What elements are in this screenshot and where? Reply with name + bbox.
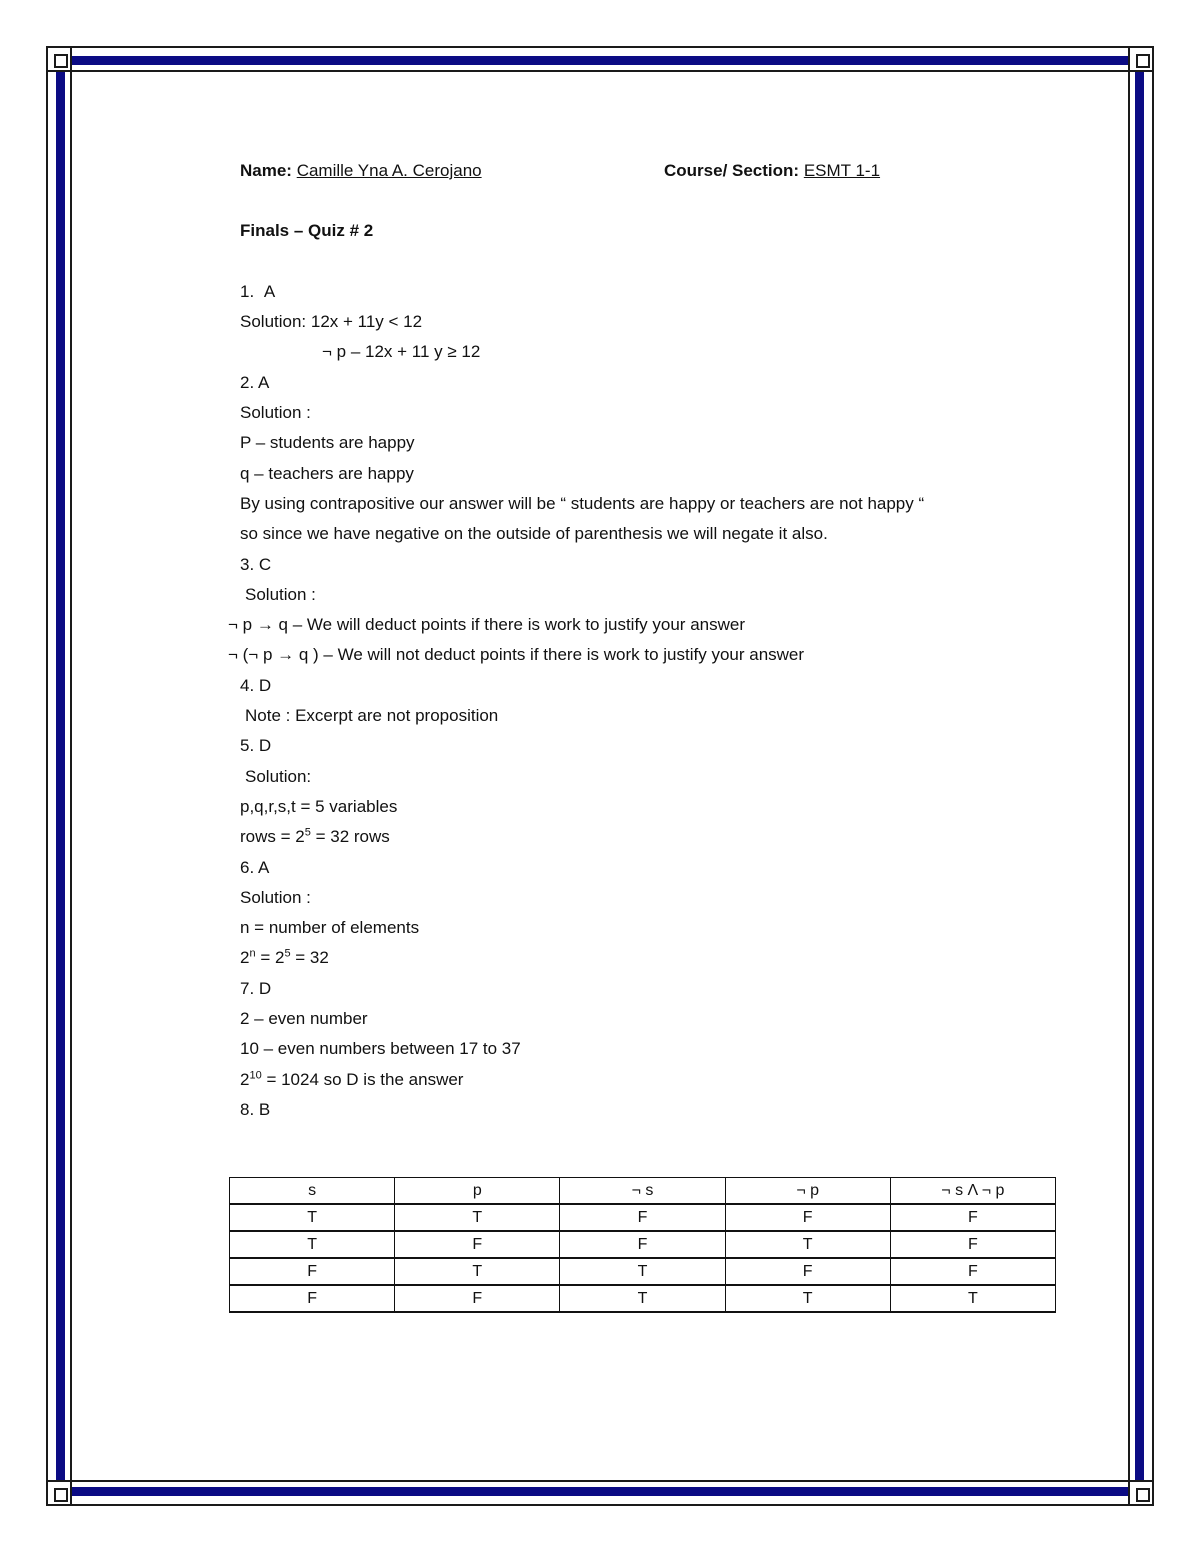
q6-head: 6. A <box>240 857 270 877</box>
table-row <box>230 1258 1056 1285</box>
q7-formula: $2^{10} = 1024$ so D is the answer <box>240 1068 464 1089</box>
table-cell: F <box>725 1204 890 1231</box>
table-row <box>230 1204 1056 1231</box>
q5-solution: Solution: <box>245 766 312 786</box>
table-header-row <box>230 1178 1056 1205</box>
truth-table <box>229 1177 1056 1313</box>
q2-q: q – teachers are happy <box>240 463 414 483</box>
course-label: Course/ Section: <box>664 161 800 180</box>
q1-solution: Solution: 12x + 11y < 12 <box>240 312 423 332</box>
q6-formula: $2^n = 2^5 = 32$ <box>240 947 329 968</box>
table-header-cell: p <box>395 1178 560 1205</box>
course-value: ESMT 1-1 <box>803 161 881 180</box>
q3-line1: ¬ p → q – We will deduct points if there is work to justify your answer <box>228 615 745 635</box>
quiz-title: Finals – Quiz # 2 <box>240 221 374 241</box>
table-header-cell: ¬ s <box>560 1178 725 1205</box>
q4-head: 4. D <box>240 675 272 695</box>
q3-line2: ¬ (¬ p → q ) – We will not deduct points if there is work to justify your answer <box>228 645 805 665</box>
border-corner-top-left <box>46 46 72 72</box>
table-cell: F <box>890 1258 1055 1285</box>
q6-n: n = number of elements <box>240 918 420 938</box>
table-cell: F <box>560 1204 725 1231</box>
q2-p: P – students are happy <box>240 433 415 453</box>
table-row <box>230 1285 1056 1312</box>
table-cell: T <box>725 1231 890 1258</box>
border-corner-bottom-left <box>46 1480 72 1506</box>
table-cell: F <box>890 1204 1055 1231</box>
table-cell: T <box>230 1204 395 1231</box>
q2-text2: so since we have negative on the outside of parenthesis we will negate it also. <box>240 524 828 544</box>
table-row <box>230 1231 1056 1258</box>
q2-solution: Solution : <box>240 403 311 423</box>
table-cell: F <box>890 1231 1055 1258</box>
table-header-cell: s <box>230 1178 395 1205</box>
course-field <box>664 156 880 186</box>
q8-head: 8. B <box>240 1099 271 1119</box>
q1-negation: ¬ p – 12x + 11 y ≥ 12 <box>322 342 481 362</box>
table-cell: F <box>395 1285 560 1312</box>
table-cell: F <box>725 1258 890 1285</box>
document-body <box>228 156 1070 1125</box>
q4-note: Note : Excerpt are not proposition <box>245 706 499 726</box>
q3-solution: Solution : <box>245 584 316 604</box>
q2-text1: By using contrapositive our answer will be “ students are happy or teachers are not happy “ <box>240 493 925 513</box>
q5-vars: p,q,r,s,t = 5 variables <box>240 796 398 816</box>
q6-solution: Solution : <box>240 887 311 907</box>
table-cell: F <box>230 1258 395 1285</box>
table-cell: F <box>560 1231 725 1258</box>
table-cell: T <box>230 1231 395 1258</box>
q7-line2: 10 – even numbers between 17 to 37 <box>240 1039 521 1059</box>
name-field <box>240 161 482 180</box>
table-header-cell: ¬ s Λ ¬ p <box>890 1178 1055 1205</box>
header-line <box>240 156 1070 186</box>
q7-line1: 2 – even number <box>240 1009 368 1029</box>
q2-head: 2. A <box>240 372 270 392</box>
table-cell: T <box>890 1285 1055 1312</box>
name-label: Name: <box>240 161 292 180</box>
border-corner-top-right <box>1128 46 1154 72</box>
table-cell: T <box>725 1285 890 1312</box>
name-value: Camille Yna A. Cerojano <box>296 161 482 180</box>
border-corner-bottom-right <box>1128 1480 1154 1506</box>
q7-head: 7. D <box>240 978 272 998</box>
table-cell: T <box>560 1258 725 1285</box>
table-header-cell: ¬ p <box>725 1178 890 1205</box>
table-cell: T <box>395 1258 560 1285</box>
table-cell: F <box>395 1231 560 1258</box>
q5-head: 5. D <box>240 736 272 756</box>
table-cell: T <box>395 1204 560 1231</box>
table-cell: F <box>230 1285 395 1312</box>
q5-rows: rows = $2^5 = 32$ rows <box>240 826 390 847</box>
q1-head: 1. A <box>240 281 276 301</box>
table-cell: T <box>560 1285 725 1312</box>
q3-head: 3. C <box>240 554 272 574</box>
